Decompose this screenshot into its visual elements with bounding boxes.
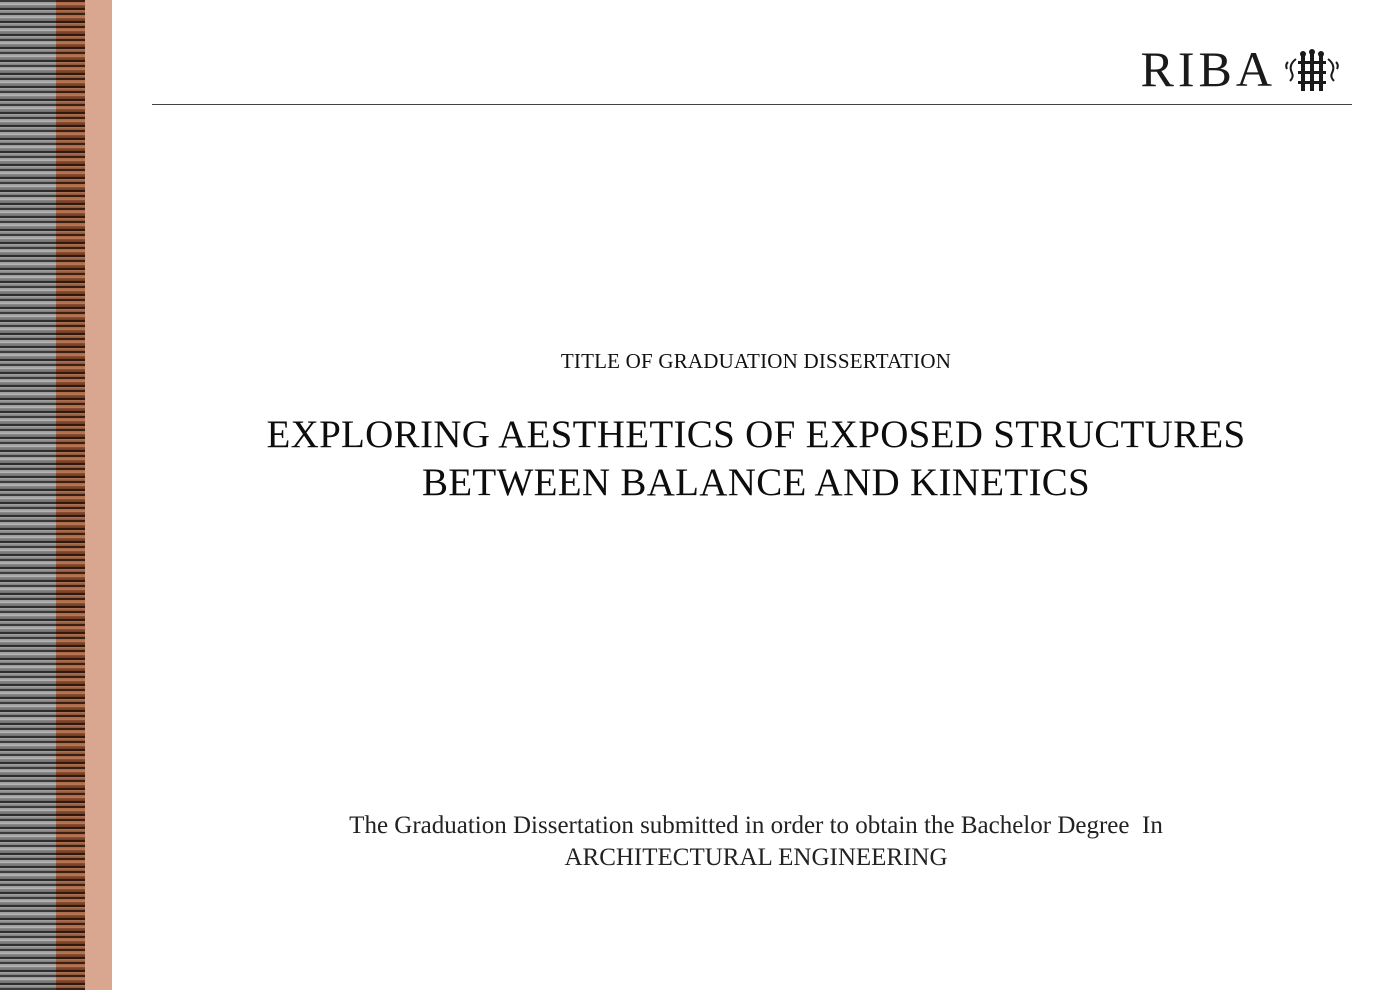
decorative-side-band — [0, 0, 112, 990]
submission-statement — [112, 810, 1400, 874]
title-line: EXPLORING AESTHETICS OF EXPOSED STRUCTURES — [266, 413, 1246, 456]
side-band-grey-stripe — [0, 0, 56, 990]
dissertation-title — [112, 411, 1400, 507]
degree-field: ARCHITECTURAL ENGINEERING — [564, 844, 948, 871]
header-rule — [152, 104, 1352, 105]
logo-text: RIBA — [1140, 41, 1276, 97]
side-band-sand-stripe — [85, 0, 112, 990]
dissertation-pretitle: TITLE OF GRADUATION DISSERTATION — [560, 349, 952, 373]
riba-logo — [1141, 42, 1340, 96]
submission-line: The Graduation Dissertation submitted in order to obtain the Bachelor Degree In — [349, 812, 1163, 839]
riba-crest-icon — [1284, 47, 1340, 91]
side-band-brown-stripe — [56, 0, 85, 990]
title-line: BETWEEN BALANCE AND KINETICS — [421, 461, 1091, 504]
